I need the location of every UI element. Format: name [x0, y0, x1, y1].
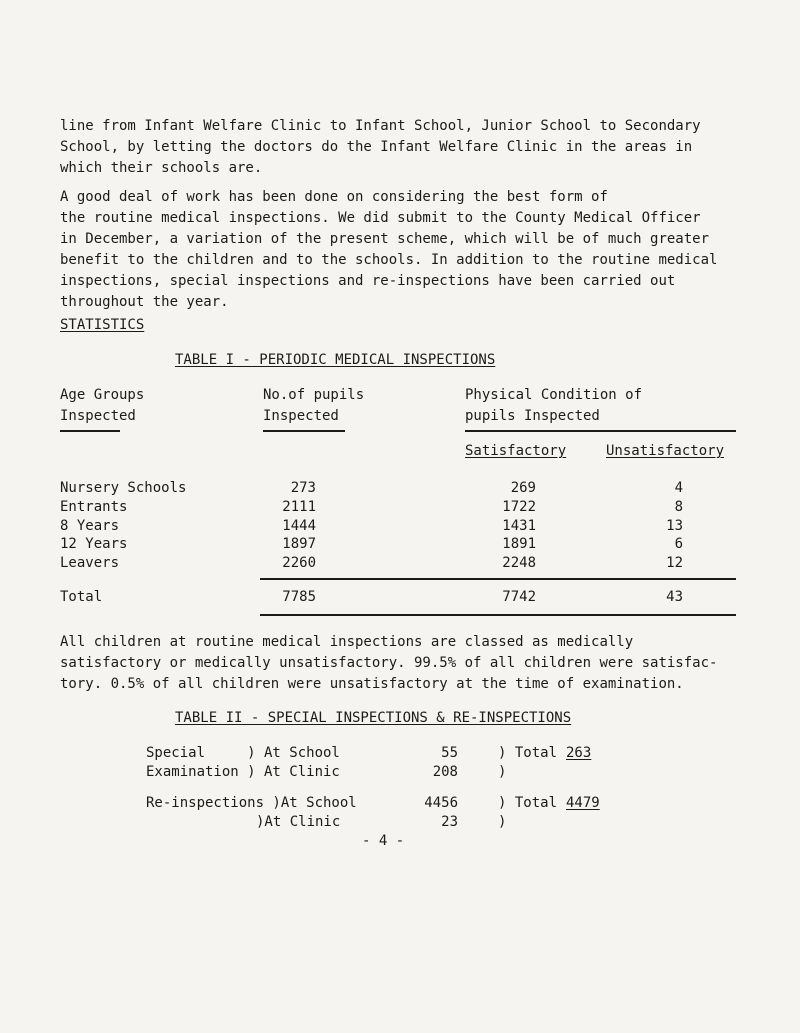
special-bracket: ): [498, 764, 507, 780]
row-satisfactory: 2248: [502, 555, 536, 571]
reinspections-line1: Re-inspections )At School: [146, 795, 357, 811]
table1-title: TABLE I - PERIODIC MEDICAL INSPECTIONS: [175, 352, 496, 368]
row-satisfactory: 1431: [502, 518, 536, 534]
row-group: Nursery Schools: [60, 480, 187, 496]
header-unsatisfactory: Unsatisfactory: [606, 443, 725, 459]
row-pupils: 2111: [282, 499, 316, 515]
header-age-groups: Age Groups: [60, 387, 145, 403]
reinspections-total-value: 4479: [566, 795, 600, 811]
row-unsatisfactory: 6: [674, 536, 683, 552]
header-condition-inspected: pupils Inspected: [465, 408, 600, 424]
row-pupils: 1444: [282, 518, 316, 534]
header-condition-rule: [465, 430, 736, 432]
classification-paragraph: All children at routine medical inspections are classed as medically satisfactory or medically unsatisfactory. 99.5% of all children were satisfac- tory. 0.5% of all children were unsatisfactory at the time of examination.: [60, 634, 718, 692]
row-unsatisfactory: 12: [666, 555, 683, 571]
special-school-value: 55: [441, 745, 458, 761]
table2-title: TABLE II - SPECIAL INSPECTIONS & RE-INSPECTIONS: [175, 710, 572, 726]
header-age-rule: [60, 430, 120, 432]
row-pupils: 2260: [282, 555, 316, 571]
reinspections-clinic-value: 23: [441, 814, 458, 830]
reinspections-bracket: ): [498, 814, 507, 830]
reinspections-school-value: 4456: [424, 795, 458, 811]
total-label: Total: [60, 589, 103, 605]
row-pupils: 273: [290, 480, 316, 496]
row-satisfactory: 1722: [502, 499, 536, 515]
row-satisfactory: 1891: [502, 536, 536, 552]
row-group: 12 Years: [60, 536, 128, 552]
row-group: Entrants: [60, 499, 128, 515]
special-line1: Special ) At School: [146, 745, 340, 761]
total-bottom-rule: [260, 614, 736, 616]
row-unsatisfactory: 4: [674, 480, 683, 496]
header-pupils-rule: [263, 430, 345, 432]
intro-paragraph: line from Infant Welfare Clinic to Infant School, Junior School to Secondary School, by letting the doctors do the Infant Welfare Clinic in the areas in which their schools are.: [60, 118, 701, 176]
header-physical-condition: Physical Condition of: [465, 387, 643, 403]
total-pupils: 7785: [282, 589, 316, 605]
special-clinic-value: 208: [432, 764, 458, 780]
special-total-value: 263: [566, 745, 592, 761]
inspections-paragraph: A good deal of work has been done on considering the best form of the routine medical inspections. We did submit to the County Medical Officer in December, a variation of the present scheme, which will be of much greater benefit to the children and to the schools. In addition to the routine medical inspections, special inspections and re-inspections have been carried out throughout the year.: [60, 189, 718, 310]
special-total-label: ) Total: [498, 745, 558, 761]
row-unsatisfactory: 13: [666, 518, 683, 534]
total-satisfactory: 7742: [502, 589, 536, 605]
reinspections-total-label: ) Total: [498, 795, 558, 811]
reinspections-line2: )At Clinic: [256, 814, 341, 830]
total-top-rule: [260, 578, 736, 580]
header-pupils-inspected: Inspected: [263, 408, 339, 424]
row-group: 8 Years: [60, 518, 120, 534]
row-pupils: 1897: [282, 536, 316, 552]
header-age-inspected: Inspected: [60, 408, 136, 424]
special-line2: Examination ) At Clinic: [146, 764, 340, 780]
row-satisfactory: 269: [510, 480, 536, 496]
row-unsatisfactory: 8: [674, 499, 683, 515]
total-unsatisfactory: 43: [666, 589, 683, 605]
row-group: Leavers: [60, 555, 120, 571]
statistics-heading: STATISTICS: [60, 317, 145, 333]
header-no-of-pupils: No.of pupils: [263, 387, 365, 403]
header-satisfactory: Satisfactory: [465, 443, 567, 459]
page-number: - 4 -: [362, 833, 405, 849]
